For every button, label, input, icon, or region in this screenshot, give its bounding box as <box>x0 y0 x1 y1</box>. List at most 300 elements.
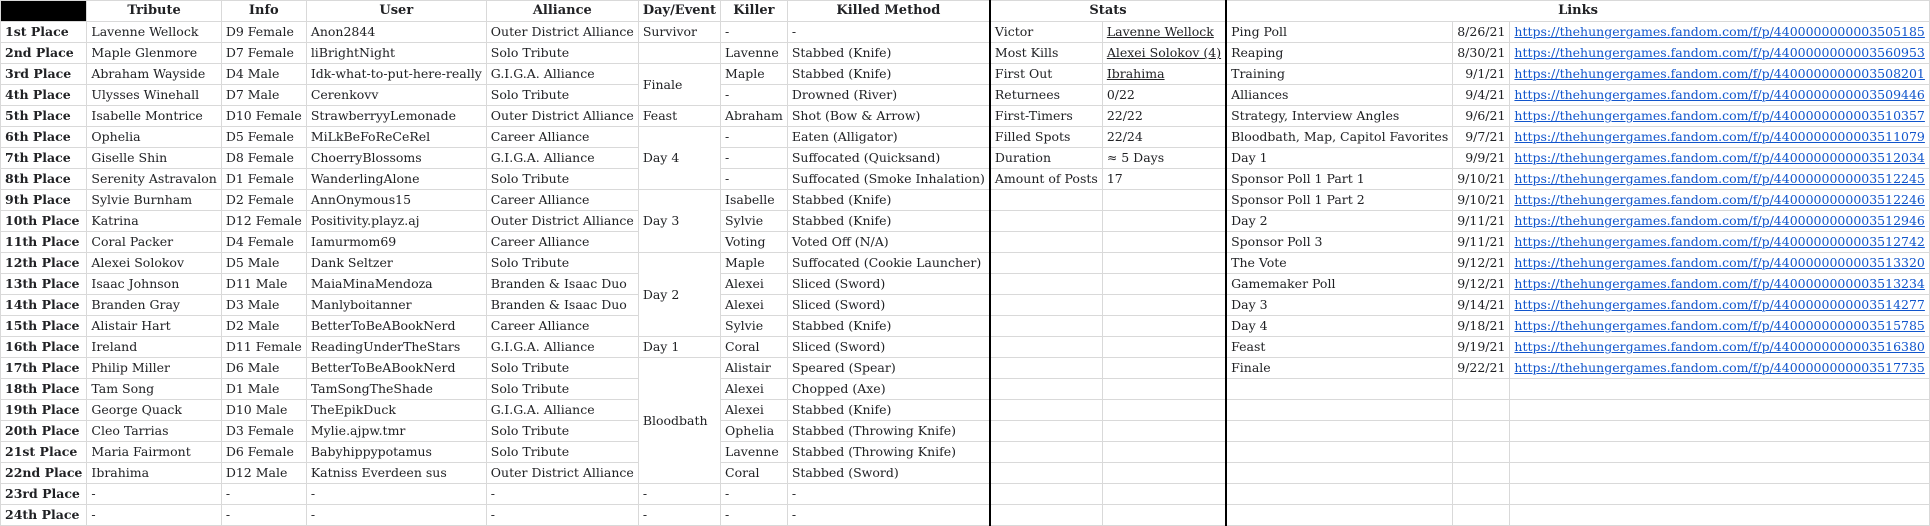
info-cell[interactable]: D5 Female <box>221 127 306 148</box>
tribute-cell[interactable]: Maple Glenmore <box>87 43 221 64</box>
killer-cell[interactable]: - <box>721 127 788 148</box>
killer-cell[interactable]: Isabelle <box>721 190 788 211</box>
header-stats[interactable]: Stats <box>990 1 1226 22</box>
link-url-cell[interactable]: https://thehungergames.fandom.com/f/p/4400000000003514277 <box>1510 295 1929 316</box>
killed-method-cell[interactable]: Voted Off (N/A) <box>787 232 990 253</box>
stat-label-cell[interactable]: Duration <box>990 148 1102 169</box>
killer-cell[interactable]: Maple <box>721 64 788 85</box>
header-links[interactable]: Links <box>1226 1 1929 22</box>
empty-cell[interactable] <box>1102 379 1226 400</box>
user-cell[interactable]: Iamurmom69 <box>306 232 486 253</box>
empty-cell[interactable] <box>1102 400 1226 421</box>
killed-method-cell[interactable]: Stabbed (Knife) <box>787 211 990 232</box>
killer-cell[interactable]: Ophelia <box>721 421 788 442</box>
alliance-cell[interactable]: Solo Tribute <box>486 442 638 463</box>
info-cell[interactable]: D3 Female <box>221 421 306 442</box>
killer-cell[interactable]: Alexei <box>721 295 788 316</box>
link-date-cell[interactable]: 9/10/21 <box>1453 169 1510 190</box>
stat-label-cell[interactable]: First Out <box>990 64 1102 85</box>
info-cell[interactable]: D12 Male <box>221 463 306 484</box>
link-date-cell[interactable]: 9/4/21 <box>1453 85 1510 106</box>
alliance-cell[interactable]: Career Alliance <box>486 232 638 253</box>
tribute-cell[interactable]: Maria Fairmont <box>87 442 221 463</box>
tribute-cell[interactable]: Isabelle Montrice <box>87 106 221 127</box>
link-url-cell[interactable]: https://thehungergames.fandom.com/f/p/4400000000003512946 <box>1510 211 1929 232</box>
killed-method-cell[interactable]: Stabbed (Knife) <box>787 316 990 337</box>
killed-method-cell[interactable]: Stabbed (Sword) <box>787 463 990 484</box>
link-date-cell[interactable]: 9/7/21 <box>1453 127 1510 148</box>
empty-cell[interactable] <box>1453 463 1510 484</box>
empty-cell[interactable] <box>1226 484 1453 505</box>
stat-value-cell[interactable]: Ibrahima <box>1102 64 1226 85</box>
link-url-cell[interactable]: https://thehungergames.fandom.com/f/p/4400000000003515785 <box>1510 316 1929 337</box>
empty-cell[interactable] <box>1102 442 1226 463</box>
stat-value-cell[interactable]: 17 <box>1102 169 1226 190</box>
alliance-cell[interactable]: Solo Tribute <box>486 85 638 106</box>
link-date-cell[interactable]: 9/11/21 <box>1453 232 1510 253</box>
place-cell[interactable]: 3rd Place <box>1 64 87 85</box>
empty-cell[interactable] <box>990 316 1102 337</box>
link-date-cell[interactable]: 9/14/21 <box>1453 295 1510 316</box>
empty-cell[interactable] <box>1453 484 1510 505</box>
user-cell[interactable]: Manlyboitanner <box>306 295 486 316</box>
empty-cell[interactable] <box>990 253 1102 274</box>
info-cell[interactable]: D4 Male <box>221 64 306 85</box>
killed-method-cell[interactable]: Suffocated (Cookie Launcher) <box>787 253 990 274</box>
user-cell[interactable]: Positivity.playz.aj <box>306 211 486 232</box>
killer-cell[interactable]: - <box>721 169 788 190</box>
info-cell[interactable]: D2 Male <box>221 316 306 337</box>
link-date-cell[interactable]: 9/10/21 <box>1453 190 1510 211</box>
empty-cell[interactable] <box>990 337 1102 358</box>
alliance-cell[interactable]: Solo Tribute <box>486 421 638 442</box>
empty-cell[interactable] <box>1226 442 1453 463</box>
killer-cell[interactable]: Alexei <box>721 400 788 421</box>
empty-cell[interactable] <box>1453 442 1510 463</box>
info-cell[interactable]: D2 Female <box>221 190 306 211</box>
header-day-event[interactable]: Day/Event <box>638 1 720 22</box>
killer-cell[interactable]: Lavenne <box>721 442 788 463</box>
place-cell[interactable]: 18th Place <box>1 379 87 400</box>
place-cell[interactable]: 9th Place <box>1 190 87 211</box>
tribute-cell[interactable]: Lavenne Wellock <box>87 22 221 43</box>
user-cell[interactable]: - <box>306 505 486 526</box>
info-cell[interactable]: - <box>221 484 306 505</box>
place-cell[interactable]: 4th Place <box>1 85 87 106</box>
empty-cell[interactable] <box>990 484 1102 505</box>
place-cell[interactable]: 23rd Place <box>1 484 87 505</box>
link-date-cell[interactable]: 8/30/21 <box>1453 43 1510 64</box>
empty-cell[interactable] <box>990 211 1102 232</box>
link-name-cell[interactable]: Day 4 <box>1226 316 1453 337</box>
place-cell[interactable]: 8th Place <box>1 169 87 190</box>
killed-method-cell[interactable]: Suffocated (Smoke Inhalation) <box>787 169 990 190</box>
killed-method-cell[interactable]: Stabbed (Knife) <box>787 64 990 85</box>
corner-cell[interactable] <box>1 1 87 22</box>
killer-cell[interactable]: Voting <box>721 232 788 253</box>
link-date-cell[interactable]: 9/19/21 <box>1453 337 1510 358</box>
place-cell[interactable]: 21st Place <box>1 442 87 463</box>
empty-cell[interactable] <box>1510 400 1929 421</box>
stat-value-cell[interactable]: 0/22 <box>1102 85 1226 106</box>
killer-cell[interactable]: Alexei <box>721 379 788 400</box>
empty-cell[interactable] <box>990 505 1102 526</box>
link-url-cell[interactable]: https://thehungergames.fandom.com/f/p/4400000000003512246 <box>1510 190 1929 211</box>
day-event-cell[interactable] <box>638 43 720 64</box>
empty-cell[interactable] <box>990 358 1102 379</box>
user-cell[interactable]: Anon2844 <box>306 22 486 43</box>
tribute-cell[interactable]: Ireland <box>87 337 221 358</box>
alliance-cell[interactable]: Solo Tribute <box>486 253 638 274</box>
user-cell[interactable]: StrawberryyLemonade <box>306 106 486 127</box>
empty-cell[interactable] <box>1102 337 1226 358</box>
info-cell[interactable]: D6 Female <box>221 442 306 463</box>
killed-method-cell[interactable]: Stabbed (Throwing Knife) <box>787 421 990 442</box>
user-cell[interactable]: Katniss Everdeen sus <box>306 463 486 484</box>
header-killer[interactable]: Killer <box>721 1 788 22</box>
stat-value-cell[interactable]: Alexei Solokov (4) <box>1102 43 1226 64</box>
stat-label-cell[interactable]: Most Kills <box>990 43 1102 64</box>
info-cell[interactable]: D12 Female <box>221 211 306 232</box>
stat-label-cell[interactable]: Victor <box>990 22 1102 43</box>
link-name-cell[interactable]: Bloodbath, Map, Capitol Favorites <box>1226 127 1453 148</box>
alliance-cell[interactable]: Career Alliance <box>486 190 638 211</box>
link-url-cell[interactable]: https://thehungergames.fandom.com/f/p/4400000000003512742 <box>1510 232 1929 253</box>
stat-label-cell[interactable]: Returnees <box>990 85 1102 106</box>
user-cell[interactable]: AnnOnymous15 <box>306 190 486 211</box>
tribute-cell[interactable]: Coral Packer <box>87 232 221 253</box>
day-event-cell[interactable]: Day 1 <box>638 337 720 358</box>
link-date-cell[interactable]: 8/26/21 <box>1453 22 1510 43</box>
killer-cell[interactable]: Maple <box>721 253 788 274</box>
link-date-cell[interactable]: 9/18/21 <box>1453 316 1510 337</box>
link-date-cell[interactable]: 9/12/21 <box>1453 253 1510 274</box>
alliance-cell[interactable]: Solo Tribute <box>486 169 638 190</box>
empty-cell[interactable] <box>1226 505 1453 526</box>
link-date-cell[interactable]: 9/9/21 <box>1453 148 1510 169</box>
alliance-cell[interactable]: Career Alliance <box>486 127 638 148</box>
user-cell[interactable]: Cerenkovv <box>306 85 486 106</box>
killer-cell[interactable]: - <box>721 484 788 505</box>
empty-cell[interactable] <box>1102 295 1226 316</box>
place-cell[interactable]: 1st Place <box>1 22 87 43</box>
alliance-cell[interactable]: Career Alliance <box>486 316 638 337</box>
killed-method-cell[interactable]: Sliced (Sword) <box>787 274 990 295</box>
killer-cell[interactable]: - <box>721 85 788 106</box>
alliance-cell[interactable]: G.I.G.A. Alliance <box>486 337 638 358</box>
place-cell[interactable]: 10th Place <box>1 211 87 232</box>
empty-cell[interactable] <box>1102 232 1226 253</box>
empty-cell[interactable] <box>990 190 1102 211</box>
info-cell[interactable]: D5 Male <box>221 253 306 274</box>
tribute-cell[interactable]: Alistair Hart <box>87 316 221 337</box>
killer-cell[interactable]: - <box>721 148 788 169</box>
info-cell[interactable]: D6 Male <box>221 358 306 379</box>
place-cell[interactable]: 15th Place <box>1 316 87 337</box>
empty-cell[interactable] <box>1510 484 1929 505</box>
empty-cell[interactable] <box>1226 463 1453 484</box>
killer-cell[interactable]: Coral <box>721 337 788 358</box>
killer-cell[interactable]: Sylvie <box>721 316 788 337</box>
day-event-cell[interactable]: Day 4 <box>638 127 720 190</box>
killed-method-cell[interactable]: Eaten (Alligator) <box>787 127 990 148</box>
empty-cell[interactable] <box>990 400 1102 421</box>
day-event-cell[interactable]: Feast <box>638 106 720 127</box>
day-event-cell[interactable]: Bloodbath <box>638 358 720 484</box>
user-cell[interactable]: MiLkBeFoReCeRel <box>306 127 486 148</box>
empty-cell[interactable] <box>1102 190 1226 211</box>
stat-value-cell[interactable]: 22/24 <box>1102 127 1226 148</box>
alliance-cell[interactable]: Solo Tribute <box>486 358 638 379</box>
tribute-cell[interactable]: George Quack <box>87 400 221 421</box>
alliance-cell[interactable]: Solo Tribute <box>486 379 638 400</box>
info-cell[interactable]: D1 Female <box>221 169 306 190</box>
alliance-cell[interactable]: Outer District Alliance <box>486 463 638 484</box>
link-url-cell[interactable]: https://thehungergames.fandom.com/f/p/4400000000003516380 <box>1510 337 1929 358</box>
place-cell[interactable]: 20th Place <box>1 421 87 442</box>
alliance-cell[interactable]: - <box>486 505 638 526</box>
killed-method-cell[interactable]: Suffocated (Quicksand) <box>787 148 990 169</box>
tribute-cell[interactable]: Giselle Shin <box>87 148 221 169</box>
link-name-cell[interactable]: Day 1 <box>1226 148 1453 169</box>
empty-cell[interactable] <box>1102 253 1226 274</box>
alliance-cell[interactable]: Solo Tribute <box>486 43 638 64</box>
empty-cell[interactable] <box>1102 358 1226 379</box>
info-cell[interactable]: D4 Female <box>221 232 306 253</box>
header-info[interactable]: Info <box>221 1 306 22</box>
link-url-cell[interactable]: https://thehungergames.fandom.com/f/p/4400000000003512034 <box>1510 148 1929 169</box>
empty-cell[interactable] <box>1102 274 1226 295</box>
link-url-cell[interactable]: https://thehungergames.fandom.com/f/p/4400000000003560953 <box>1510 43 1929 64</box>
stat-value-cell[interactable]: 22/22 <box>1102 106 1226 127</box>
link-url-cell[interactable]: https://thehungergames.fandom.com/f/p/4400000000003508201 <box>1510 64 1929 85</box>
tribute-cell[interactable]: Alexei Solokov <box>87 253 221 274</box>
killed-method-cell[interactable]: Stabbed (Throwing Knife) <box>787 442 990 463</box>
place-cell[interactable]: 12th Place <box>1 253 87 274</box>
alliance-cell[interactable]: Outer District Alliance <box>486 22 638 43</box>
killer-cell[interactable]: Alexei <box>721 274 788 295</box>
link-url-cell[interactable]: https://thehungergames.fandom.com/f/p/4400000000003513234 <box>1510 274 1929 295</box>
header-killed-method[interactable]: Killed Method <box>787 1 990 22</box>
info-cell[interactable]: - <box>221 505 306 526</box>
tribute-cell[interactable]: - <box>87 505 221 526</box>
link-date-cell[interactable]: 9/12/21 <box>1453 274 1510 295</box>
empty-cell[interactable] <box>1510 442 1929 463</box>
tribute-cell[interactable]: Cleo Tarrias <box>87 421 221 442</box>
link-date-cell[interactable]: 9/22/21 <box>1453 358 1510 379</box>
day-event-cell[interactable]: Day 2 <box>638 253 720 337</box>
place-cell[interactable]: 11th Place <box>1 232 87 253</box>
empty-cell[interactable] <box>1226 379 1453 400</box>
link-date-cell[interactable]: 9/11/21 <box>1453 211 1510 232</box>
info-cell[interactable]: D10 Male <box>221 400 306 421</box>
empty-cell[interactable] <box>990 232 1102 253</box>
empty-cell[interactable] <box>1226 400 1453 421</box>
link-url-cell[interactable]: https://thehungergames.fandom.com/f/p/4400000000003505185 <box>1510 22 1929 43</box>
place-cell[interactable]: 7th Place <box>1 148 87 169</box>
place-cell[interactable]: 2nd Place <box>1 43 87 64</box>
place-cell[interactable]: 22nd Place <box>1 463 87 484</box>
empty-cell[interactable] <box>990 295 1102 316</box>
empty-cell[interactable] <box>1453 421 1510 442</box>
alliance-cell[interactable]: G.I.G.A. Alliance <box>486 400 638 421</box>
user-cell[interactable]: liBrightNight <box>306 43 486 64</box>
link-name-cell[interactable]: Gamemaker Poll <box>1226 274 1453 295</box>
killed-method-cell[interactable]: - <box>787 22 990 43</box>
user-cell[interactable]: ChoerryBlossoms <box>306 148 486 169</box>
killer-cell[interactable]: Lavenne <box>721 43 788 64</box>
empty-cell[interactable] <box>990 421 1102 442</box>
info-cell[interactable]: D8 Female <box>221 148 306 169</box>
empty-cell[interactable] <box>1510 463 1929 484</box>
link-name-cell[interactable]: Sponsor Poll 3 <box>1226 232 1453 253</box>
killed-method-cell[interactable]: Stabbed (Knife) <box>787 190 990 211</box>
info-cell[interactable]: D3 Male <box>221 295 306 316</box>
place-cell[interactable]: 24th Place <box>1 505 87 526</box>
day-event-cell[interactable]: Day 3 <box>638 190 720 253</box>
empty-cell[interactable] <box>1102 316 1226 337</box>
tribute-cell[interactable]: Ibrahima <box>87 463 221 484</box>
tribute-cell[interactable]: Tam Song <box>87 379 221 400</box>
alliance-cell[interactable]: G.I.G.A. Alliance <box>486 148 638 169</box>
killed-method-cell[interactable]: Stabbed (Knife) <box>787 43 990 64</box>
link-url-cell[interactable]: https://thehungergames.fandom.com/f/p/4400000000003512245 <box>1510 169 1929 190</box>
empty-cell[interactable] <box>990 442 1102 463</box>
tribute-cell[interactable]: Serenity Astravalon <box>87 169 221 190</box>
killed-method-cell[interactable]: Drowned (River) <box>787 85 990 106</box>
place-cell[interactable]: 5th Place <box>1 106 87 127</box>
empty-cell[interactable] <box>1102 505 1226 526</box>
killer-cell[interactable]: Sylvie <box>721 211 788 232</box>
link-url-cell[interactable]: https://thehungergames.fandom.com/f/p/4400000000003510357 <box>1510 106 1929 127</box>
killed-method-cell[interactable]: Sliced (Sword) <box>787 295 990 316</box>
killer-cell[interactable]: - <box>721 22 788 43</box>
tribute-cell[interactable]: Branden Gray <box>87 295 221 316</box>
link-name-cell[interactable]: Day 3 <box>1226 295 1453 316</box>
tribute-cell[interactable]: Sylvie Burnham <box>87 190 221 211</box>
killer-cell[interactable]: Alistair <box>721 358 788 379</box>
link-date-cell[interactable]: 9/1/21 <box>1453 64 1510 85</box>
link-name-cell[interactable]: Finale <box>1226 358 1453 379</box>
header-tribute[interactable]: Tribute <box>87 1 221 22</box>
place-cell[interactable]: 14th Place <box>1 295 87 316</box>
tribute-cell[interactable]: Philip Miller <box>87 358 221 379</box>
killer-cell[interactable]: Abraham <box>721 106 788 127</box>
link-name-cell[interactable]: Training <box>1226 64 1453 85</box>
tribute-cell[interactable]: Abraham Wayside <box>87 64 221 85</box>
link-name-cell[interactable]: Alliances <box>1226 85 1453 106</box>
tribute-cell[interactable]: - <box>87 484 221 505</box>
stat-value-cell[interactable]: ≈ 5 Days <box>1102 148 1226 169</box>
tribute-cell[interactable]: Isaac Johnson <box>87 274 221 295</box>
day-event-cell[interactable]: Finale <box>638 64 720 106</box>
link-name-cell[interactable]: Ping Poll <box>1226 22 1453 43</box>
place-cell[interactable]: 6th Place <box>1 127 87 148</box>
info-cell[interactable]: D9 Female <box>221 22 306 43</box>
killed-method-cell[interactable]: Chopped (Axe) <box>787 379 990 400</box>
killed-method-cell[interactable]: Shot (Bow & Arrow) <box>787 106 990 127</box>
empty-cell[interactable] <box>1226 421 1453 442</box>
empty-cell[interactable] <box>1453 400 1510 421</box>
info-cell[interactable]: D7 Female <box>221 43 306 64</box>
tribute-cell[interactable]: Ulysses Winehall <box>87 85 221 106</box>
user-cell[interactable]: BetterToBeABookNerd <box>306 316 486 337</box>
header-alliance[interactable]: Alliance <box>486 1 638 22</box>
empty-cell[interactable] <box>990 274 1102 295</box>
link-name-cell[interactable]: Sponsor Poll 1 Part 2 <box>1226 190 1453 211</box>
link-name-cell[interactable]: Feast <box>1226 337 1453 358</box>
stat-label-cell[interactable]: Amount of Posts <box>990 169 1102 190</box>
user-cell[interactable]: BetterToBeABookNerd <box>306 358 486 379</box>
killed-method-cell[interactable]: - <box>787 484 990 505</box>
stat-value-cell[interactable]: Lavenne Wellock <box>1102 22 1226 43</box>
link-name-cell[interactable]: Sponsor Poll 1 Part 1 <box>1226 169 1453 190</box>
info-cell[interactable]: D11 Male <box>221 274 306 295</box>
empty-cell[interactable] <box>1453 379 1510 400</box>
user-cell[interactable]: Mylie.ajpw.tmr <box>306 421 486 442</box>
user-cell[interactable]: WanderlingAlone <box>306 169 486 190</box>
empty-cell[interactable] <box>990 463 1102 484</box>
user-cell[interactable]: Babyhippypotamus <box>306 442 486 463</box>
place-cell[interactable]: 17th Place <box>1 358 87 379</box>
user-cell[interactable]: - <box>306 484 486 505</box>
stat-label-cell[interactable]: First-Timers <box>990 106 1102 127</box>
link-name-cell[interactable]: Day 2 <box>1226 211 1453 232</box>
empty-cell[interactable] <box>1453 505 1510 526</box>
empty-cell[interactable] <box>1102 421 1226 442</box>
user-cell[interactable]: ReadingUnderTheStars <box>306 337 486 358</box>
alliance-cell[interactable]: Outer District Alliance <box>486 211 638 232</box>
alliance-cell[interactable]: Branden & Isaac Duo <box>486 295 638 316</box>
user-cell[interactable]: MaiaMinaMendoza <box>306 274 486 295</box>
link-url-cell[interactable]: https://thehungergames.fandom.com/f/p/4400000000003517735 <box>1510 358 1929 379</box>
killed-method-cell[interactable]: Sliced (Sword) <box>787 337 990 358</box>
empty-cell[interactable] <box>990 379 1102 400</box>
place-cell[interactable]: 13th Place <box>1 274 87 295</box>
empty-cell[interactable] <box>1102 211 1226 232</box>
day-event-cell[interactable]: - <box>638 484 720 505</box>
empty-cell[interactable] <box>1510 421 1929 442</box>
killer-cell[interactable]: - <box>721 505 788 526</box>
alliance-cell[interactable]: Outer District Alliance <box>486 106 638 127</box>
place-cell[interactable]: 16th Place <box>1 337 87 358</box>
link-name-cell[interactable]: The Vote <box>1226 253 1453 274</box>
info-cell[interactable]: D11 Female <box>221 337 306 358</box>
info-cell[interactable]: D7 Male <box>221 85 306 106</box>
place-cell[interactable]: 19th Place <box>1 400 87 421</box>
empty-cell[interactable] <box>1102 484 1226 505</box>
link-name-cell[interactable]: Strategy, Interview Angles <box>1226 106 1453 127</box>
tribute-cell[interactable]: Ophelia <box>87 127 221 148</box>
empty-cell[interactable] <box>1510 505 1929 526</box>
alliance-cell[interactable]: - <box>486 484 638 505</box>
info-cell[interactable]: D1 Male <box>221 379 306 400</box>
killer-cell[interactable]: Coral <box>721 463 788 484</box>
header-user[interactable]: User <box>306 1 486 22</box>
user-cell[interactable]: Dank Seltzer <box>306 253 486 274</box>
link-date-cell[interactable]: 9/6/21 <box>1453 106 1510 127</box>
day-event-cell[interactable]: - <box>638 505 720 526</box>
empty-cell[interactable] <box>1102 463 1226 484</box>
killed-method-cell[interactable]: Speared (Spear) <box>787 358 990 379</box>
killed-method-cell[interactable]: Stabbed (Knife) <box>787 400 990 421</box>
alliance-cell[interactable]: Branden & Isaac Duo <box>486 274 638 295</box>
user-cell[interactable]: TheEpikDuck <box>306 400 486 421</box>
user-cell[interactable]: TamSongTheShade <box>306 379 486 400</box>
day-event-cell[interactable]: Survivor <box>638 22 720 43</box>
link-url-cell[interactable]: https://thehungergames.fandom.com/f/p/4400000000003509446 <box>1510 85 1929 106</box>
stat-label-cell[interactable]: Filled Spots <box>990 127 1102 148</box>
